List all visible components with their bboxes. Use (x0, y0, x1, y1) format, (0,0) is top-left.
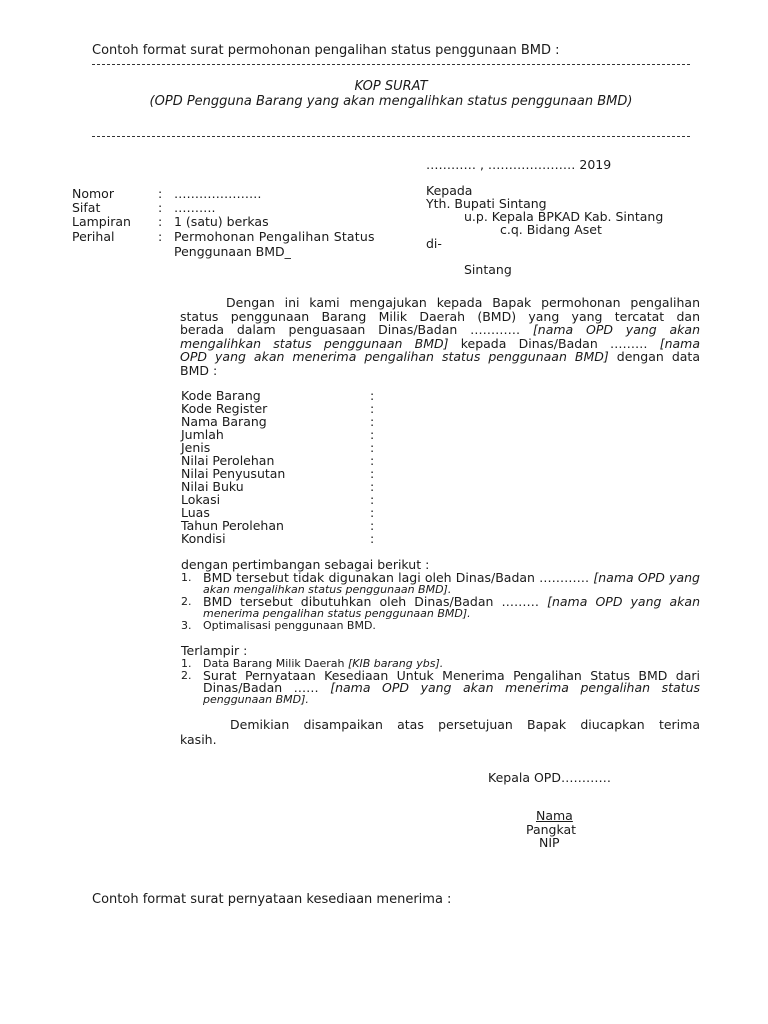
dashed-rule-bottom (92, 136, 690, 137)
closing-line-1 (180, 718, 700, 732)
signature-name: Nama (536, 808, 573, 823)
field-colon: : (370, 388, 375, 403)
signature-nip: NIP (539, 835, 560, 850)
perihal-value-line1: Permohonan Pengalihan Status (174, 229, 375, 244)
signature-rank: Pangkat (526, 822, 577, 837)
consideration-1-italic: [nama OPD yang (593, 570, 700, 585)
address-kepada: Kepada (426, 183, 473, 198)
field-label: Luas (181, 505, 210, 520)
lampiran-colon: : (158, 214, 163, 229)
field-label: Lokasi (181, 492, 221, 507)
field-colon: : (370, 414, 375, 429)
consideration-3-number: 3. (181, 619, 192, 632)
field-colon: : (370, 531, 375, 546)
field-label: Kode Barang (181, 388, 261, 403)
address-yth: Yth. Bupati Sintang (426, 196, 547, 211)
kop-title: KOP SURAT (354, 79, 428, 94)
consideration-2-text: BMD tersebut dibutuhkan oleh Dinas/Badan ……… (203, 594, 548, 609)
sifat-label: Sifat (72, 200, 101, 215)
attachment-1-italic: [KIB barang ybs]. (348, 657, 444, 670)
body-line-1 (180, 296, 700, 310)
attachment-2-line-3: penggunaan BMD]. (203, 693, 309, 706)
consideration-2-line-2: menerima pengalihan status penggunaan BMD]. (203, 607, 471, 620)
body-line-3a: berada dalam penguasaan Dinas/Badan ………… (180, 322, 533, 337)
field-label: Jenis (181, 440, 211, 455)
date-line: ………… , ………………… 2019 (426, 157, 612, 172)
body-line-2: status penggunaan Barang Milik Daerah (BMD) yang yang tercatat dan (180, 309, 700, 324)
field-colon: : (370, 466, 375, 481)
sifat-colon: : (158, 200, 163, 215)
consideration-1-text: BMD tersebut tidak digunakan lagi oleh Dinas/Badan ………… (203, 570, 594, 585)
address-up: u.p. Kepala BPKAD Kab. Sintang (464, 209, 664, 224)
perihal-value-line2: Penggunaan BMD_ (174, 244, 291, 259)
body-line-4b: kepada Dinas/Badan ……… (448, 336, 660, 351)
field-label: Kondisi (181, 531, 226, 546)
consideration-1-number: 1. (181, 571, 192, 584)
address-city: Sintang (464, 262, 512, 277)
lampiran-value: 1 (satu) berkas (174, 214, 269, 229)
address-di: di- (426, 236, 442, 251)
field-label: Kode Register (181, 401, 268, 416)
perihal-colon: : (158, 229, 163, 244)
field-label: Tahun Perolehan (181, 518, 284, 533)
footer-caption: Contoh format surat pernyataan kesediaan menerima : (92, 892, 452, 907)
body-line-5a: OPD yang akan menerima pengalihan status penggunaan BMD] (180, 349, 609, 364)
address-cq: c.q. Bidang Aset (500, 222, 602, 237)
perihal-label: Perihal (72, 229, 115, 244)
body-line-1-text: Dengan ini kami mengajukan kepada Bapak permohonan pengalihan (226, 295, 700, 310)
nomor-colon: : (158, 186, 163, 201)
attachment-2-italic: [nama OPD yang akan menerima pengalihan status (330, 680, 700, 695)
attachment-1-text: Data Barang Milik Daerah (203, 657, 348, 670)
attachment-2-line-1: Surat Pernyataan Kesediaan Untuk Menerima Pengalihan Status BMD dari (203, 668, 700, 683)
field-colon: : (370, 440, 375, 455)
consideration-2-italic: [nama OPD yang akan (547, 594, 700, 609)
attachment-1-number: 1. (181, 657, 192, 670)
intro-caption: Contoh format surat permohonan pengalihan status penggunaan BMD : (92, 43, 560, 58)
attachments-heading: Terlampir : (181, 643, 248, 658)
field-label: Jumlah (181, 427, 224, 442)
field-label: Nama Barang (181, 414, 267, 429)
body-line-3b: [nama OPD yang akan (532, 322, 700, 337)
closing-line-1-text: Demikian disampaikan atas persetujuan Bapak diucapkan terima (230, 717, 700, 732)
dashed-rule-top (92, 64, 690, 65)
consideration-1-line-2: akan mengalihkan status penggunaan BMD]. (203, 583, 452, 596)
lampiran-label: Lampiran (72, 214, 131, 229)
field-label: Nilai Perolehan (181, 453, 275, 468)
kop-subtitle: (OPD Pengguna Barang yang akan mengalihkan status penggunaan BMD) (149, 94, 633, 109)
field-colon: : (370, 492, 375, 507)
attachment-2-number: 2. (181, 669, 192, 682)
signature-position: Kepala OPD………… (488, 770, 611, 785)
nomor-value: ………………… (174, 186, 262, 201)
field-label: Nilai Buku (181, 479, 244, 494)
field-colon: : (370, 505, 375, 520)
body-line-5b: dengan data (608, 349, 700, 364)
sifat-value: ………. (174, 200, 216, 215)
nomor-label: Nomor (72, 186, 114, 201)
body-line-3 (180, 323, 700, 337)
field-colon: : (370, 479, 375, 494)
body-line-4c: [nama (659, 336, 700, 351)
field-colon: : (370, 518, 375, 533)
attachment-2-text: Dinas/Badan …… (203, 680, 331, 695)
field-colon: : (370, 401, 375, 416)
closing-line-2: kasih. (180, 732, 217, 747)
considerations-heading: dengan pertimbangan sebagai berikut : (181, 557, 430, 572)
field-colon: : (370, 453, 375, 468)
field-label: Nilai Penyusutan (181, 466, 286, 481)
body-line-4a: mengalihkan status penggunaan BMD] (180, 336, 449, 351)
body-line-5 (180, 350, 700, 364)
consideration-3-line-1: Optimalisasi penggunaan BMD. (203, 619, 376, 632)
consideration-2-number: 2. (181, 595, 192, 608)
field-colon: : (370, 427, 375, 442)
body-line-6: BMD : (180, 363, 218, 378)
